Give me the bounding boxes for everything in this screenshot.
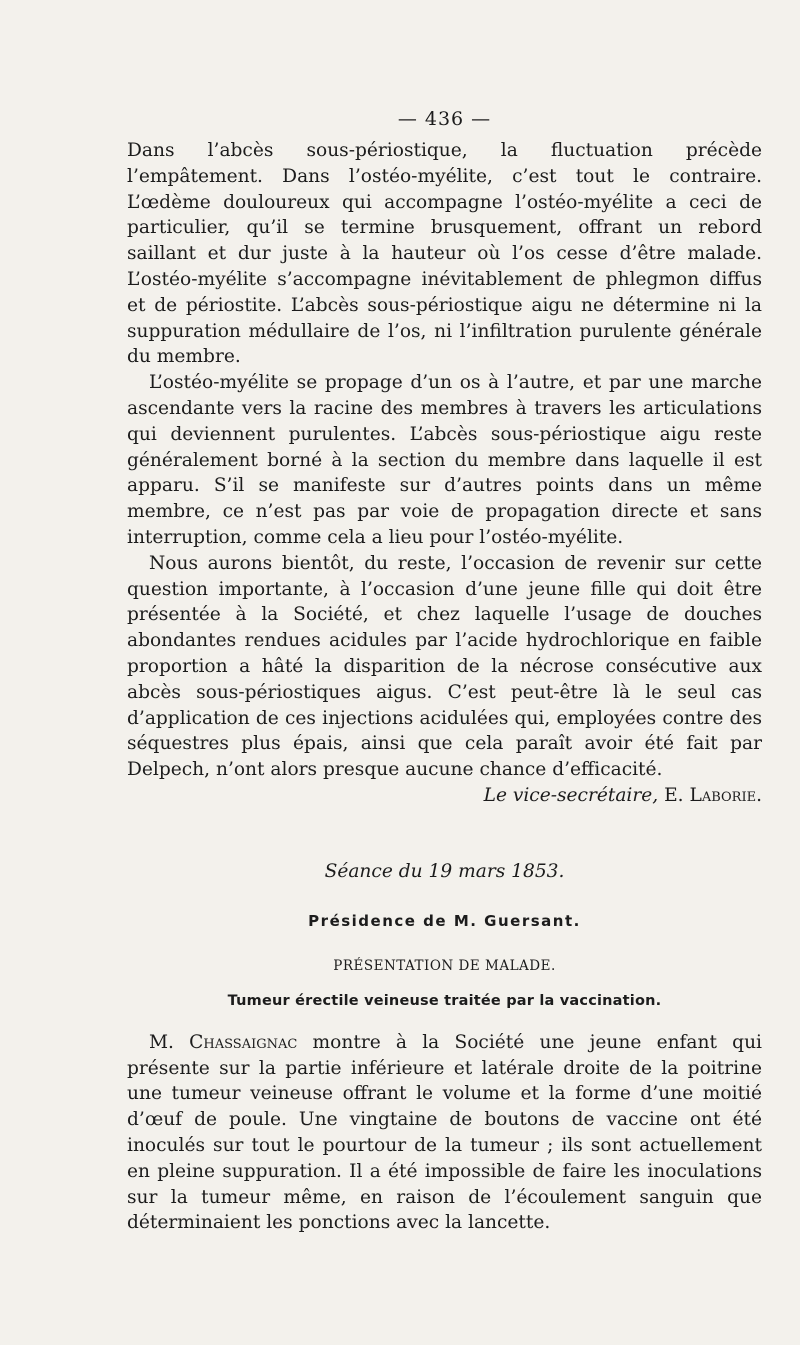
case-speaker: M. Chassaignac [149, 1031, 298, 1053]
case-text: montre à la Société une jeune enfant qui présente sur la partie inférieure et latérale droite de la poitrine une tumeur veineuse offrant le volume et la forme d’une moitié d’œuf de poule. Une vingtaine de boutons de vaccine ont été inoculés sur tout le pourtour de la tumeur ; ils sont actuellement en pleine suppuration. Il a été impossible de faire les inoculations sur la tumeur même, en raison de l’écoulement sanguin que déterminaient les ponctions avec la lancette. [127, 1031, 763, 1234]
paragraph-case-presentation [127, 1030, 762, 1236]
section-heading: PRÉSENTATION DE MALADE. [333, 957, 556, 974]
presidency-heading: Présidence de M. Guersant. [308, 911, 581, 930]
paragraph-future-case: Nous aurons bientôt, du reste, l’occasion de revenir sur cette question importante, à l’occasion d’une jeune fille qui doit être présentée à la Société, et chez laquelle l’usage de douches abondantes rendues acidules par l’acide hydrochlorique en faible proportion a hâté la disparition de la nécrose consécutive aux abcès sous-périostiques aigus. C’est peut-être là le seul cas d’application de ces injections acidulées qui, employées contre des séquestres plus épais, ainsi que cela paraît avoir été fait par Delpech, n’ont alors presque aucune chance d’efficacité. [127, 552, 762, 781]
signature-name: E. Laborie. [664, 784, 762, 806]
paragraph-differential-signs: Dans l’abcès sous-périostique, la fluctuation précède l’empâtement. Dans l’ostéo-myélite, c’est tout le contraire. L’œdème douloureux qui accompagne l’ostéo-myélite a ceci de particulier, qu’il se termine brusquement, offrant un rebord saillant et dur juste à la hauteur où l’os cesse d’être malade. L’ostéo-myélite s’accompagne inévitablement de phlegmon diffus et de périostite. L’abcès sous-périostique aigu ne détermine ni la suppuration médullaire de l’os, ni l’infiltration purulente générale du membre. [127, 140, 762, 368]
signature-line [127, 783, 762, 809]
signature [484, 783, 762, 809]
paragraph-propagation: L’ostéo-myélite se propage d’un os à l’autre, et par une marche ascendante vers la racine des membres à travers les articulations qui deviennent purulentes. L’abcès sous-périostique aigu reste généralement borné à la section du membre dans laquelle il est apparu. S’il se manifeste sur d’autres points dans un même membre, ce n’est pas par voie de propagation directe et sans interruption, comme cela a lieu pour l’ostéo-myélite. [127, 372, 762, 548]
session-heading: Séance du 19 mars 1853. [324, 860, 565, 882]
signature-role: Le vice-secrétaire, [483, 784, 659, 806]
page-number: — 436 — [397, 108, 492, 130]
case-title: Tumeur érectile veineuse traitée par la vaccination. [227, 992, 662, 1009]
